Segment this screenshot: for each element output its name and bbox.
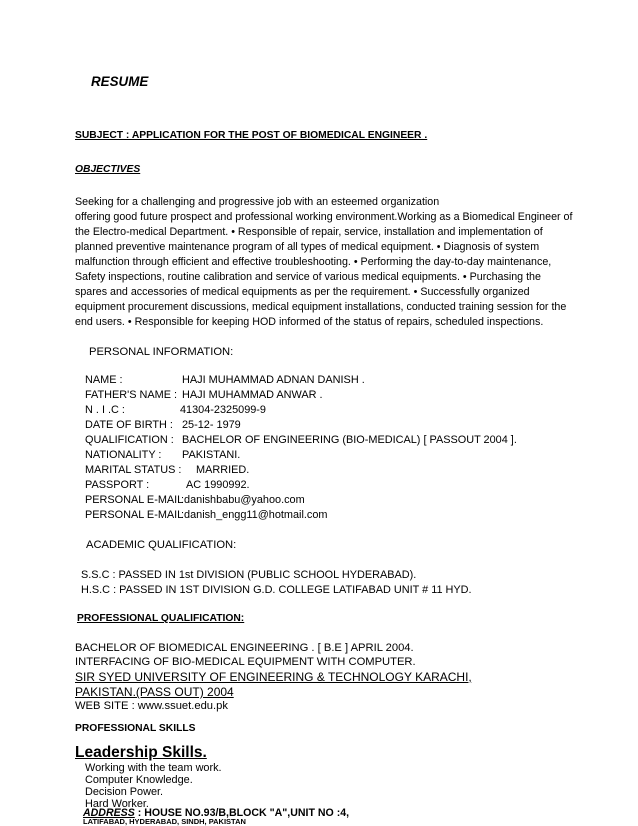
objectives-line: spares and accessories of medical equipments as per the requirement. • Successfully organized (75, 286, 530, 298)
personal-value-passport: AC 1990992. (186, 479, 250, 491)
personal-value-father: HAJI MUHAMMAD ANWAR . (182, 389, 323, 401)
personal-label-email1: PERSONAL E-MAIL (85, 494, 184, 506)
personal-value-nic: 41304-2325099-9 (180, 404, 266, 416)
personal-value-dob: 25-12- 1979 (182, 419, 241, 431)
personal-value-qualification: BACHELOR OF ENGINEERING (BIO-MEDICAL) [ PASSOUT 2004 ]. (182, 434, 517, 446)
personal-label-marital: MARITAL STATUS : (85, 464, 182, 476)
personal-info-heading: PERSONAL INFORMATION: (89, 346, 234, 358)
academic-ssc: S.S.C : PASSED IN 1st DIVISION (PUBLIC SCHOOL HYDERABAD). (81, 569, 417, 581)
personal-label-qualification: QUALIFICATION : (85, 434, 174, 446)
resume-title: RESUME (91, 74, 149, 89)
objectives-line: end users. • Responsible for keeping HOD informed of the status of repairs, scheduled inspections. (75, 316, 544, 328)
skill-item-working: Working with the team work. (85, 762, 222, 774)
personal-label-name: NAME : (85, 374, 123, 386)
objectives-line: Safety inspections, routine calibration and service of various medical equipments. • Purchasing the (75, 271, 541, 283)
university-line1: SIR SYED UNIVERSITY OF ENGINEERING & TECHNOLOGY KARACHI, (75, 670, 472, 684)
professional-degree: BACHELOR OF BIOMEDICAL ENGINEERING . [ B.E ] APRIL 2004. (75, 642, 414, 654)
personal-label-passport: PASSPORT : (85, 479, 150, 491)
objectives-line: equipment procurement discussions, medical equipment installations, conducted training session for the (75, 301, 567, 313)
objectives-line: offering good future prospect and professional working environment.Working as a Biomedical Engineer of (75, 211, 573, 223)
personal-label-nic: N . I .C : (85, 404, 125, 416)
personal-value-nationality: PAKISTANI. (182, 449, 241, 461)
personal-value-name: HAJI MUHAMMAD ADNAN DANISH . (182, 374, 365, 386)
skill-item-computer: Computer Knowledge. (85, 774, 193, 786)
address-label: ADDRESS (83, 807, 135, 819)
objectives-line: planned preventive maintenance program of all types of medical equipment. • Diagnosis of system (75, 241, 540, 253)
skills-heading: PROFESSIONAL SKILLS (75, 723, 196, 734)
skill-item-decision: Decision Power. (85, 786, 164, 798)
academic-heading: ACADEMIC QUALIFICATION: (86, 539, 237, 551)
personal-value-marital: MARRIED. (196, 464, 250, 476)
subject-line: SUBJECT : APPLICATION FOR THE POST OF BIOMEDICAL ENGINEER . (75, 130, 428, 141)
personal-label-nationality: NATIONALITY : (85, 449, 162, 461)
university-website: WEB SITE : www.ssuet.edu.pk (75, 700, 228, 712)
objectives-line: malfunction through efficient and effective troubleshooting. • Performing the day-to-day maintenance, (75, 256, 552, 268)
university-line2: PAKISTAN.(PASS OUT) 2004 (75, 685, 234, 699)
personal-label-email2: PERSONAL E-MAIL (85, 509, 184, 521)
address-line-2: LATIFABAD, HYDERABAD, SINDH, PAKISTAN (83, 817, 246, 826)
personal-value-email1: :danishbabu@yahoo.com (181, 494, 305, 506)
objectives-heading: OBJECTIVES (75, 164, 141, 175)
leadership-heading: Leadership Skills. (75, 744, 207, 761)
personal-value-email2: :danish_engg11@hotmail.com (181, 509, 328, 521)
professional-heading: PROFESSIONAL QUALIFICATION: (77, 613, 245, 624)
personal-label-dob: DATE OF BIRTH : (85, 419, 173, 431)
personal-label-father: FATHER'S NAME : (85, 389, 178, 401)
professional-interfacing: INTERFACING OF BIO-MEDICAL EQUIPMENT WITH COMPUTER. (75, 656, 416, 668)
address-house: : HOUSE NO.93/B,BLOCK "A",UNIT NO :4, (134, 807, 350, 819)
objectives-line: Seeking for a challenging and progressive job with an esteemed organization (75, 196, 440, 208)
objectives-line: the Electro-medical Department. • Responsible of repair, service, installation and implementation of (75, 226, 543, 238)
academic-hsc: H.S.C : PASSED IN 1ST DIVISION G.D. COLLEGE LATIFABAD UNIT # 11 HYD. (81, 584, 472, 596)
skill-item-hard-worker: Hard Worker. (85, 798, 149, 810)
